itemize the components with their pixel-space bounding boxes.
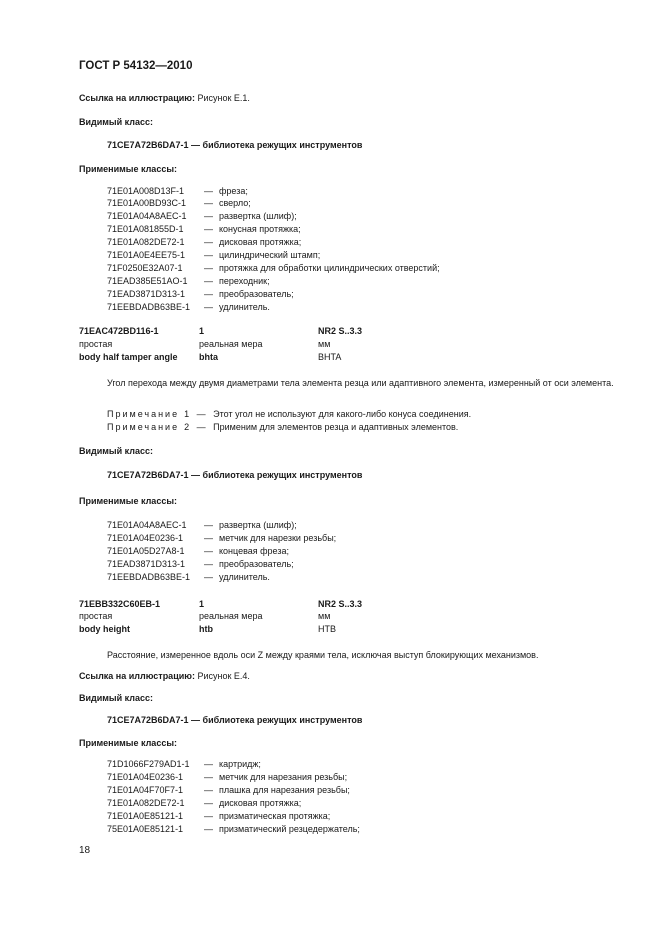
ref-illustration-line xyxy=(79,93,250,104)
visible-class-heading: Видимый класс: xyxy=(79,117,153,127)
ref-illustration-value: Рисунок Е.4. xyxy=(197,671,250,681)
property-description: Расстояние, измеренное вдоль оси Z между краями тела, исключая выступ блокирующих механизмов. xyxy=(107,650,539,660)
property-code: BHTA xyxy=(318,352,342,362)
property-measure: реальная мера xyxy=(199,339,263,349)
list-item: 71E01A081855D-1 — конусная протяжка; xyxy=(107,224,301,234)
applicable-classes-heading: Применимые классы: xyxy=(79,496,178,506)
visible-class-heading: Видимый класс: xyxy=(79,446,153,456)
list-item: 71E01A04F70F7-1 — плашка для нарезания резьбы; xyxy=(107,785,350,795)
list-item: 71E01A0E85121-1 — призматическая протяжка; xyxy=(107,811,331,821)
ref-illustration-label: Ссылка на иллюстрацию: xyxy=(79,93,195,103)
property-unit: мм xyxy=(318,611,331,621)
applicable-classes-heading: Применимые классы: xyxy=(79,164,178,174)
note-1: Примечание 1 — Этот угол не используют для какого-либо конуса соединения. xyxy=(107,409,472,419)
property-description: Угол перехода между двумя диаметрами тела элемента резца или адаптивного элемента, измеренный от оси элемента. xyxy=(107,378,614,388)
visible-class-value: 71CE7A72B6DA7-1 — библиотека режущих инструментов xyxy=(107,470,363,480)
list-item: 71E01A0E4EE75-1 — цилиндрический штамп; xyxy=(107,250,321,260)
list-item: 75E01A0E85121-1 — призматический резцедержатель; xyxy=(107,824,360,834)
applicable-classes-heading: Применимые классы: xyxy=(79,738,178,748)
list-item: 71E01A04A8AEC-1 — развертка (шлиф); xyxy=(107,211,297,221)
property-id: 71EAC472BD116-1 xyxy=(79,326,159,336)
property-code: HTB xyxy=(318,624,336,634)
visible-class-value: 71CE7A72B6DA7-1 — библиотека режущих инструментов xyxy=(107,140,363,150)
list-item: 71D1066F279AD1-1 — картридж; xyxy=(107,759,261,769)
property-version: 1 xyxy=(199,599,205,609)
list-item: 71E01A082DE72-1 — дисковая протяжка; xyxy=(107,237,302,247)
property-type: простая xyxy=(79,611,113,621)
property-type: простая xyxy=(79,339,113,349)
property-unit: мм xyxy=(318,339,331,349)
visible-class-heading: Видимый класс: xyxy=(79,693,153,703)
ref-illustration-value: Рисунок Е.1. xyxy=(197,93,250,103)
property-symbol: htb xyxy=(199,624,213,634)
list-item: 71E01A04E0236-1 — метчик для нарезки резьбы; xyxy=(107,533,337,543)
list-item: 71F0250E32A07-1 — протяжка для обработки цилиндрических отверстий; xyxy=(107,263,440,273)
property-name: body height xyxy=(79,624,130,634)
property-symbol: bhta xyxy=(199,352,218,362)
list-item: 71E01A082DE72-1 — дисковая протяжка; xyxy=(107,798,302,808)
property-version: 1 xyxy=(199,326,205,336)
note-2: Примечание 2 — Применим для элементов резца и адаптивных элементов. xyxy=(107,422,459,432)
property-id: 71EBB332C60EB-1 xyxy=(79,599,161,609)
property-format: NR2 S..3.3 xyxy=(318,599,363,609)
page-number: 18 xyxy=(79,845,91,856)
ref-illustration-line xyxy=(79,671,250,682)
property-format: NR2 S..3.3 xyxy=(318,326,363,336)
list-item: 71E01A00BD93C-1 — сверло; xyxy=(107,198,251,208)
list-item: 71EAD3871D313-1 — преобразователь; xyxy=(107,289,294,299)
list-item: 71E01A008D13F-1 — фреза; xyxy=(107,186,248,196)
standard-title: ГОСТ Р 54132—2010 xyxy=(79,60,193,72)
property-measure: реальная мера xyxy=(199,611,263,621)
list-item: 71EAD3871D313-1 — преобразователь; xyxy=(107,559,294,569)
list-item: 71EAD385E51AO-1 — переходник; xyxy=(107,276,270,286)
list-item: 71E01A05D27A8-1 — концевая фреза; xyxy=(107,546,289,556)
list-item: 71E01A04E0236-1 — метчик для нарезания резьбы; xyxy=(107,772,348,782)
visible-class-value: 71CE7A72B6DA7-1 — библиотека режущих инструментов xyxy=(107,715,363,725)
list-item: 71EEBDADB63BE-1 — удлинитель. xyxy=(107,572,270,582)
list-item: 71EEBDADB63BE-1 — удлинитель. xyxy=(107,302,270,312)
list-item: 71E01A04A8AEC-1 — развертка (шлиф); xyxy=(107,520,297,530)
property-name: body half tamper angle xyxy=(79,352,178,362)
ref-illustration-label: Ссылка на иллюстрацию: xyxy=(79,671,195,681)
